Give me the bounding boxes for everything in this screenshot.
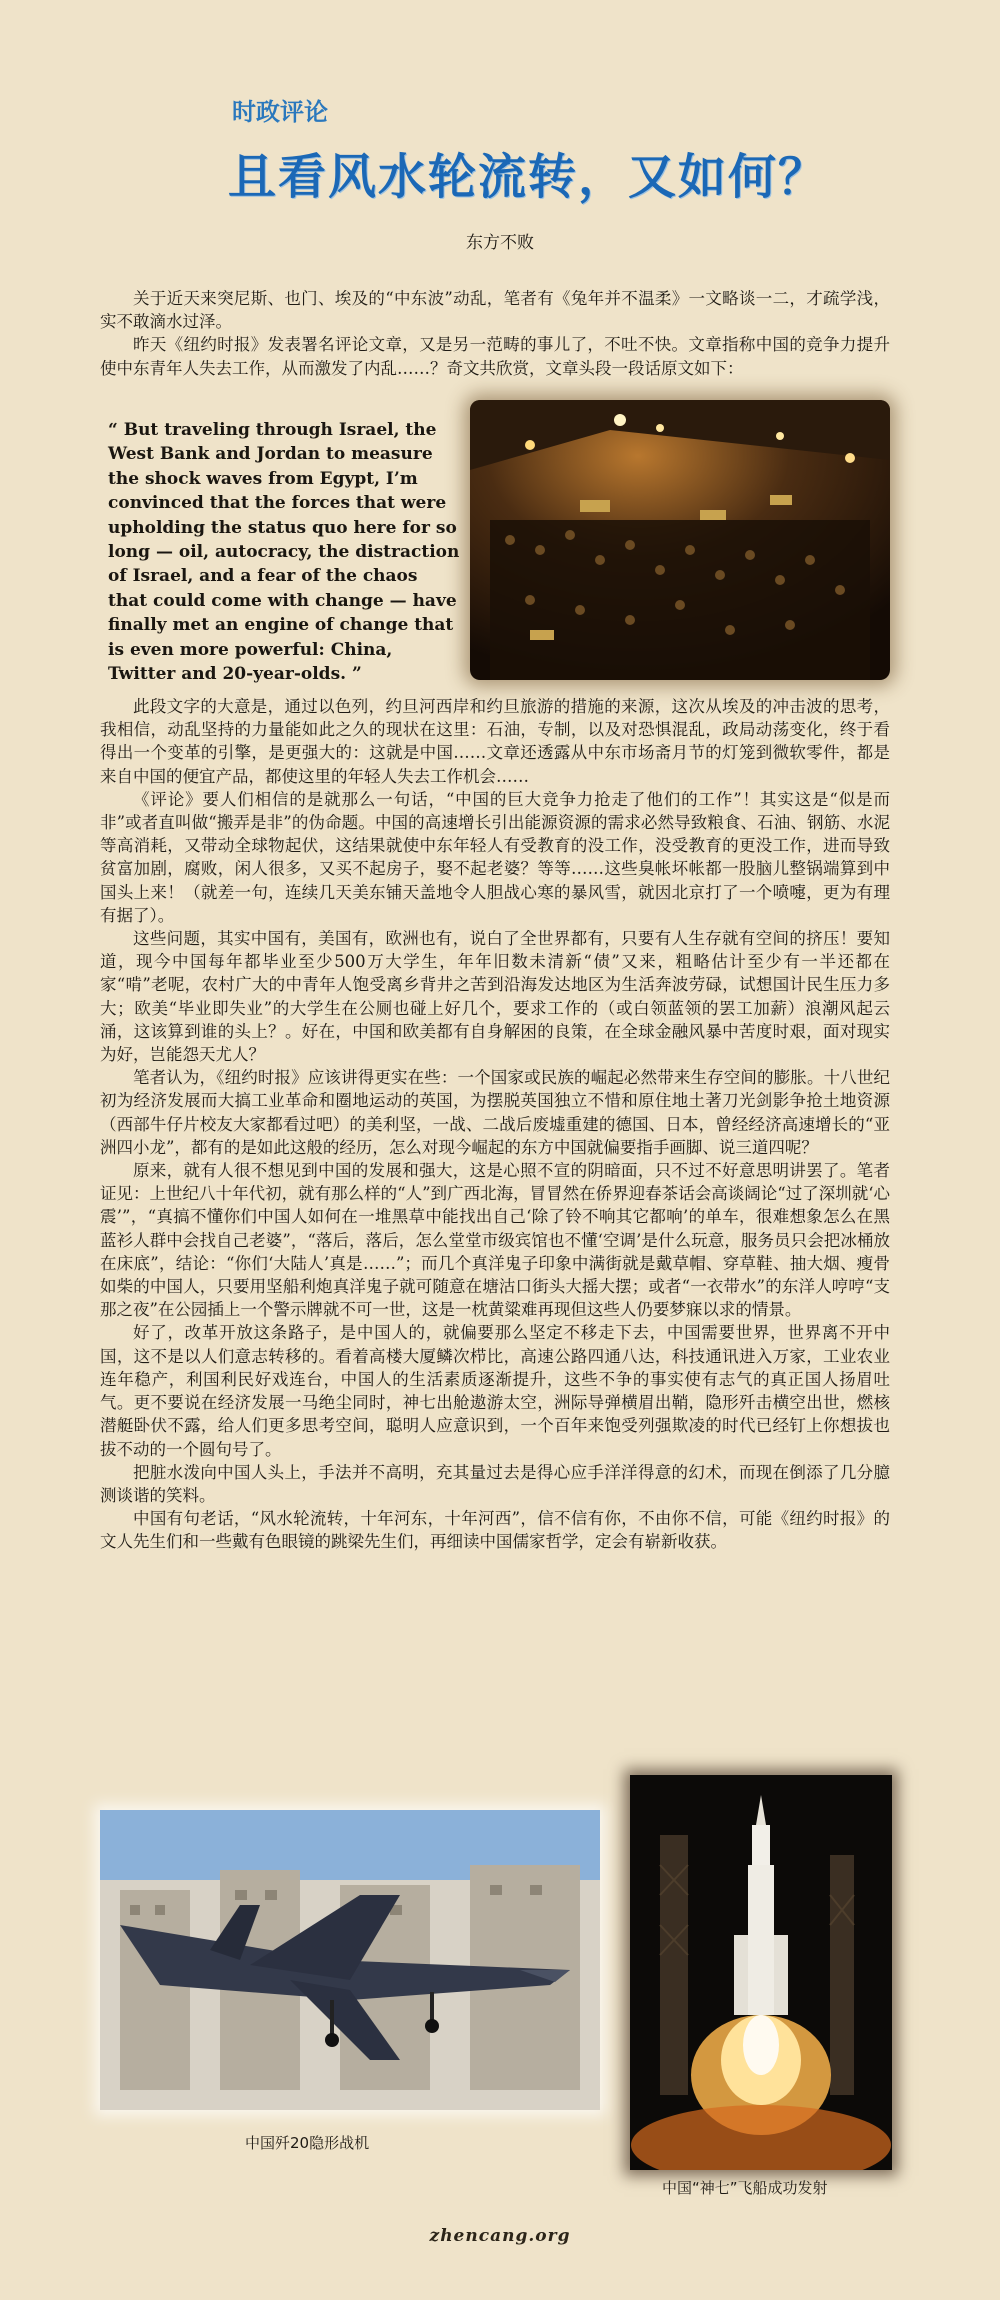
article-title: 且看风水轮流转，又如何？ (228, 149, 829, 205)
body-text (100, 695, 890, 1554)
paragraph: 此段文字的大意是，通过以色列，约旦河西岸和约旦旅游的措施的来源，这次从埃及的冲击波的思考，我相信，动乱坚持的力量能如此之久的现状在这里：石油，专制，以及对恐惧混乱，政局动荡变化，终于看得出一个变革的引擎，是更强大的：这就是中国……文章还透露从中东市场斋月节的灯笼到微软零件，都是来自中国的便宜产品，都使这里的年轻人失去工作机会…… (100, 697, 890, 786)
night-crowd-photo (470, 400, 890, 680)
shenzhou-launch-image (630, 1775, 892, 2170)
paragraph: 这些问题，其实中国有，美国有，欧洲也有，说白了全世界都有，只要有人生存就有空间的挤压！要知道，现今中国每年都毕业至少500万大学生，年年旧数未清新“债”又来，粗略估计至少有一半还都在家“啃”老呢，农村广大的中青年人饱受离乡背井之苦到沿海发达地区为生活奔波劳碌，试想国计民生压力多大；欧美“毕业即失业”的大学生在公厕也碰上好几个，要求工作的（或白领蓝领的罢工加薪）浪潮风起云涌，这该算到谁的头上？。好在，中国和欧美都有自身解困的良策，在全球金融风暴中苦度时艰，面对现实为好，岂能怨天尤人？ (100, 929, 890, 1065)
paragraph: 昨天《纽约时报》发表署名评论文章，又是另一范畴的事儿了，不吐不快。文章指称中国的竞争力提升使中东青年人失去工作，从而激发了内乱……？奇文共欣赏，文章头段一段话原文如下： (100, 335, 890, 378)
paragraph: 把脏水泼向中国人头上，手法并不高明，充其量过去是得心应手洋洋得意的幻术，而现在倒添了几分臆测谈谐的笑料。 (100, 1462, 890, 1505)
night-crowd-image (470, 400, 890, 680)
paragraph: 中国有句老话，“风水轮流转，十年河东，十年河西”，信不信有你，不由你不信，可能《纽约时报》的文人先生们和一些戴有色眼镜的跳梁先生们，再细读中国儒家哲学，定会有崭新收获。 (100, 1509, 890, 1552)
site-watermark: zhencang.org (429, 2226, 571, 2246)
paragraph: 好了，改革开放这条路子，是中国人的，就偏要那么坚定不移走下去，中国需要世界，世界离不开中国，这不是以人们意志转移的。看着高楼大厦鳞次栉比，高速公路四通八达，科技通讯进入万家，工业农业连年稳产，利国利民好戏连台，中国人的生活素质逐渐提升，这些不争的事实使有志气的真正国人扬眉吐气。更不要说在经济发展一马绝尘同时，神七出舱遨游太空，洲际导弹横眉出鞘，隐形歼击横空出世，燃核潜艇卧伏不露，给人们更多思考空间，聪明人应意识到，一个百年来饱受列强欺凌的时代已经钉上你想拔也拔不动的一个圆句号了。 (100, 1323, 890, 1459)
jet-caption: 中国歼20隐形战机 (245, 2134, 370, 2152)
rocket-caption: 中国“神七”飞船成功发射 (662, 2179, 828, 2197)
paragraph: 原来，就有人很不想见到中国的发展和强大，这是心照不宣的阴暗面，只不过不好意思明讲罢了。笔者证见：上世纪八十年代初，就有那么样的“人”到广西北海，冒冒然在侨界迎春茶话会高谈阔论“过了深圳就‘心震’”，“真搞不懂你们中国人如何在一堆黑草中能找出自己‘除了铃不响其它都响’的单车，很难想象怎么在黑蓝衫人群中会找自己老婆”，“落后，落后，怎么堂堂市级宾馆也不懂‘空调’是什么玩意，服务员只会把冰桶放在床底”，结论：“你们‘大陆人’真是……”；而几个真洋鬼子印象中满街就是戴草帽、穿草鞋、抽大烟、瘦骨如柴的中国人，只要用坚船利炮真洋鬼子就可随意在塘沽口街头大摇大摆；或者“一衣带水”的东洋人哼哼“支那之夜”在公园插上一个警示牌就不可一世，这是一枕黄粱难再现但这些人仍要梦寐以求的情景。 (100, 1161, 890, 1320)
paragraph: 笔者认为，《纽约时报》应该讲得更实在些：一个国家或民族的崛起必然带来生存空间的膨胀。十八世纪初为经济发展而大搞工业革命和圈地运动的英国，为摆脱英国独立不惜和原住地土著刀光剑影争抢土地资源（西部牛仔片校友大家都看过吧）的美利坚，一战、二战后废墟重建的德国、日本，曾经经济高速增长的“亚洲四小龙”，都有的是如此这般的经历，怎么对现今崛起的东方中国就偏要指手画脚、说三道四呢？ (100, 1068, 890, 1157)
jet-photo (100, 1810, 600, 2110)
paragraph: 《评论》要人们相信的是就那么一句话，“中国的巨大竞争力抢走了他们的工作”！其实这是“似是而非”或者直叫做“搬弄是非”的伪命题。中国的高速增长引出能源资源的需求必然导致粮食、石油、钢筋、水泥等高消耗，又带动全球物起伏，这结果就使中东年轻人有受教育的没工作，没受教育的更没工作，进而导致贫富加剧，腐败，闲人很多，又买不起房子，娶不起老婆？等等……这些臭帐坏帐都一股脑儿整锅端算到中国头上来！（就差一句，连续几天美东铺天盖地令人胆战心寒的暴风雪，就因北京打了一个喷嚏，更为有理有据了）。 (100, 789, 890, 925)
english-quote: “ But traveling through Israel, the West Bank and Jordan to measure the shock waves from Egypt, I’m convinced that the forces that were upholding the status quo here for so long — oil, autocracy, the distraction of Israel, and a fear of the chaos that could come with change — have finally met an engine of change that is even more powerful: China, Twitter and 20-year-olds. ” (108, 420, 460, 685)
author-byline: 东方不败 (466, 233, 534, 253)
section-label: 时政评论 (232, 98, 328, 126)
rocket-photo (630, 1775, 892, 2170)
paragraph: 关于近天来突尼斯、也门、埃及的“中东波”动乱，笔者有《兔年并不温柔》一文略谈一二，才疏学浅，实不敢滴水过泽。 (100, 289, 890, 332)
intro-text (100, 287, 890, 380)
stealth-jet-image (100, 1810, 600, 2110)
